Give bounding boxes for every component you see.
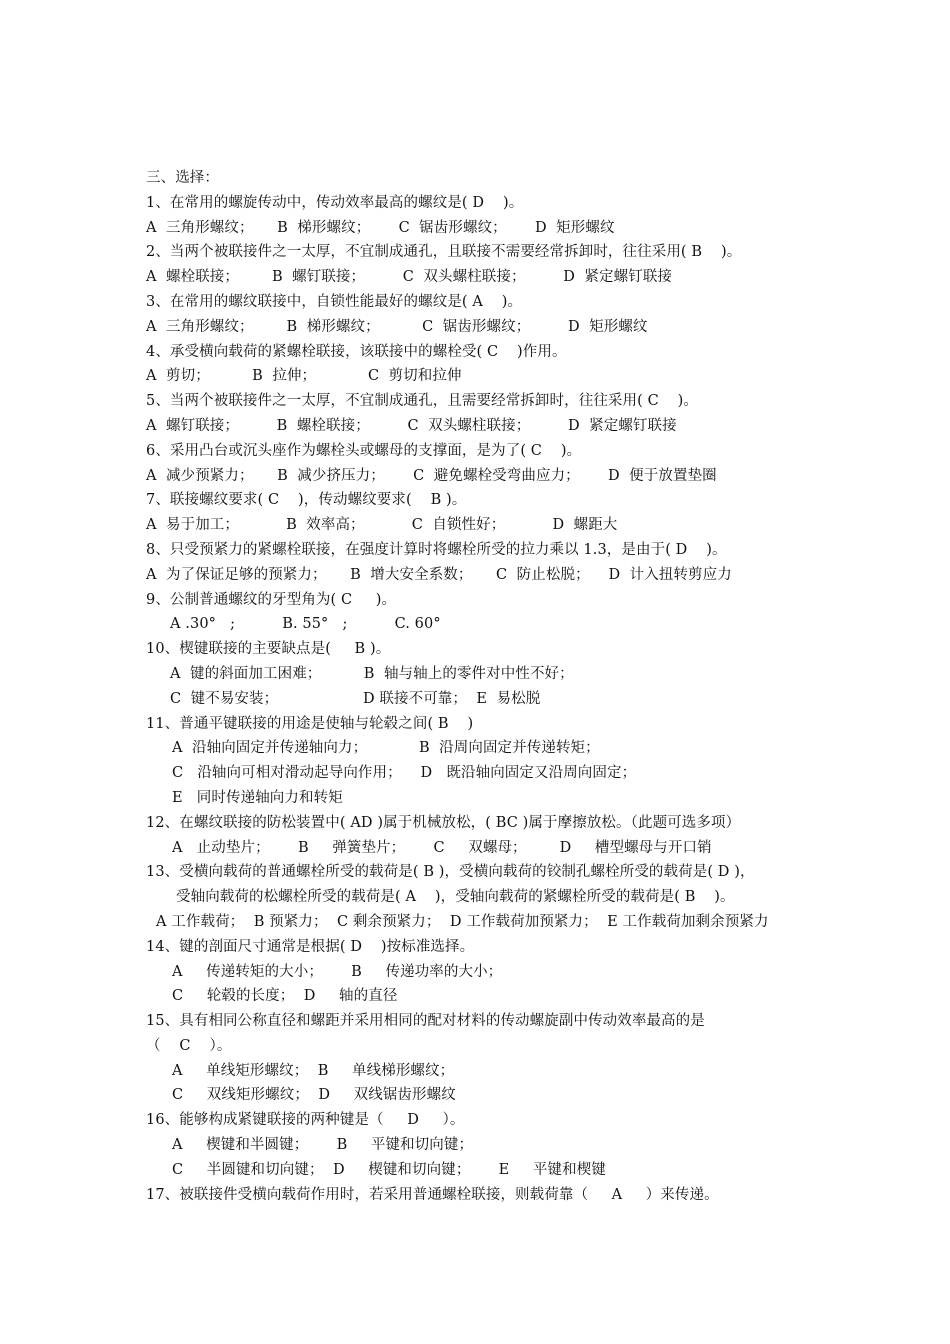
- question-line: 12、在螺纹联接的防松装置中( AD )属于机械放松，( BC )属于摩擦放松。（此题可选多项）: [146, 814, 741, 831]
- question-line: 1、在常用的螺旋传动中，传动效率最高的螺纹是( D )。: [146, 194, 524, 211]
- option-line: A 三角形螺纹； B 梯形螺纹； C 锯齿形螺纹； D 矩形螺纹: [146, 219, 615, 236]
- option-line: A 剪切； B 拉伸； C 剪切和拉伸: [146, 368, 462, 385]
- question-line: 4、承受横向载荷的紧螺栓联接，该联接中的螺栓受( C )作用。: [146, 343, 567, 360]
- option-line: A 楔键和半圆键； B 平键和切向键；: [172, 1137, 474, 1154]
- option-line: A 为了保证足够的预紧力； B 增大安全系数； C 防止松脱； D 计入扭转剪应力: [146, 566, 732, 583]
- question-line: 16、能够构成紧键联接的两种键是（ D ）。: [146, 1112, 465, 1129]
- option-line: A 螺栓联接； B 螺钉联接； C 双头螺柱联接； D 紧定螺钉联接: [146, 269, 673, 286]
- question-line: 10、楔键联接的主要缺点是( B )。: [146, 641, 391, 658]
- option-line: A 键的斜面加工困难； B 轴与轴上的零件对中性不好；: [170, 665, 574, 682]
- option-line: A .30° ; B. 55° ; C. 60°: [170, 616, 441, 633]
- option-line: A 单线矩形螺纹； B 单线梯形螺纹；: [172, 1062, 455, 1079]
- question-line: 3、在常用的螺纹联接中，自锁性能最好的螺纹是( A )。: [146, 293, 523, 310]
- question-line: 9、公制普通螺纹的牙型角为( C )。: [146, 591, 397, 608]
- option-line: A 减少预紧力； B 减少挤压力； C 避免螺栓受弯曲应力； D 便于放置垫圈: [146, 467, 717, 484]
- option-line: A 螺钉联接； B 螺栓联接； C 双头螺柱联接； D 紧定螺钉联接: [146, 417, 677, 434]
- option-line: A 易于加工； B 效率高； C 自锁性好； D 螺距大: [146, 517, 618, 534]
- option-line: A 工作载荷； B 预紧力； C 剩余预紧力； D 工作载荷加预紧力； E 工作载荷加剩余预紧力: [156, 913, 769, 930]
- question-line: 14、键的剖面尺寸通常是根据( D )按标准选择。: [146, 938, 475, 955]
- question-line: 17、被联接件受横向载荷作用时，若采用普通螺栓联接，则载荷靠（ A ）来传递。: [146, 1186, 719, 1203]
- option-line: C 半圆键和切向键； D 楔键和切向键； E 平键和楔键: [172, 1161, 606, 1178]
- question-line: 受轴向载荷的松螺栓所受的载荷是( A )，受轴向载荷的紧螺栓所受的载荷是( B )。: [176, 889, 735, 906]
- option-line: C 沿轴向可相对滑动起导向作用； D 既沿轴向固定又沿周向固定；: [172, 765, 637, 782]
- option-line: C 轮毂的长度； D 轴的直径: [172, 988, 398, 1005]
- option-line: E 同时传递轴向力和转矩: [172, 789, 343, 806]
- option-line: A 传递转矩的大小； B 传递功率的大小；: [172, 963, 503, 980]
- question-line: 11、普通平键联接的用途是使轴与轮毂之间( B ): [146, 715, 474, 732]
- question-list: [146, 166, 936, 1207]
- option-line: A 三角形螺纹； B 梯形螺纹； C 锯齿形螺纹； D 矩形螺纹: [146, 318, 648, 335]
- question-line: 15、具有相同公称直径和螺距并采用相同的配对材料的传动螺旋副中传动效率最高的是: [146, 1013, 705, 1030]
- question-line: （ C ）。: [146, 1037, 232, 1054]
- option-line: C 双线矩形螺纹； D 双线锯齿形螺纹: [172, 1087, 456, 1104]
- question-line: 13、受横向载荷的普通螺栓所受的载荷是( B )，受横向载荷的铰制孔螺栓所受的载荷是( D )，: [146, 864, 755, 881]
- section-title: 三、选择：: [146, 170, 219, 186]
- option-line: A 沿轴向固定并传递轴向力； B 沿周向固定并传递转矩；: [172, 740, 600, 757]
- question-line: 8、只受预紧力的紧螺栓联接，在强度计算时将螺栓所受的拉力乘以 1.3，是由于( D )。: [146, 541, 727, 558]
- question-line: 2、当两个被联接件之一太厚，不宜制成通孔，且联接不需要经常拆卸时，往往采用( B )。: [146, 244, 742, 261]
- question-line: 6、采用凸台或沉头座作为螺栓头或螺母的支撑面，是为了( C )。: [146, 442, 582, 459]
- lines-container: [146, 191, 936, 1208]
- option-line: C 键不易安装； D 联接不可靠； E 易松脱: [170, 690, 541, 707]
- option-line: A 止动垫片； B 弹簧垫片； C 双螺母； D 槽型螺母与开口销: [172, 839, 712, 856]
- question-line: 5、当两个被联接件之一太厚，不宜制成通孔，且需要经常拆卸时，往往采用( C )。: [146, 393, 698, 410]
- question-line: 7、联接螺纹要求( C )，传动螺纹要求( B )。: [146, 492, 467, 509]
